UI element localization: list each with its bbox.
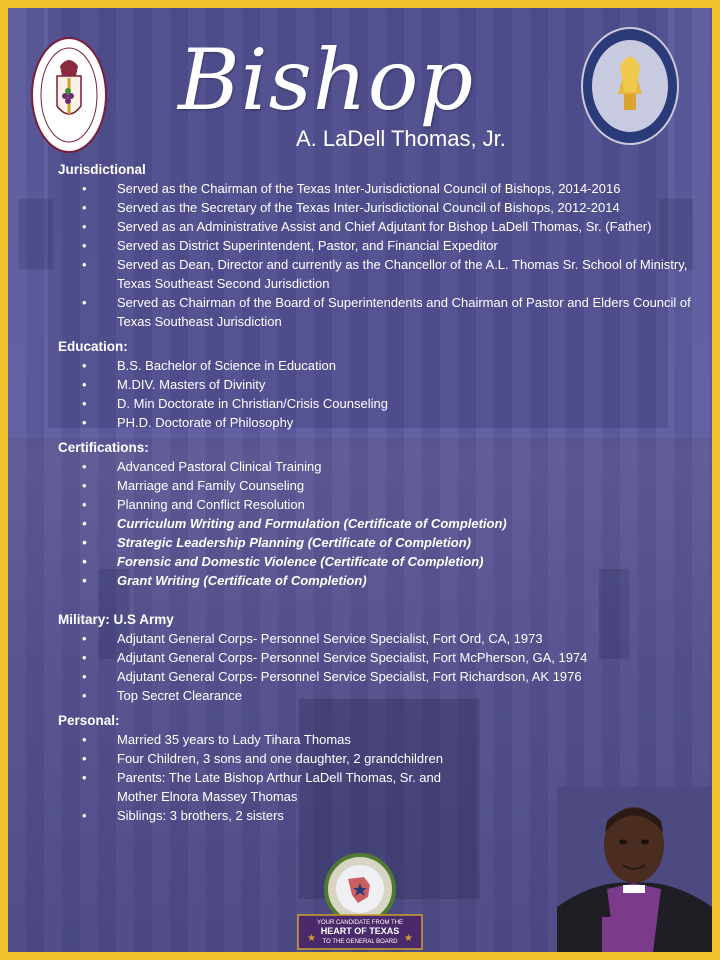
background-window [18,198,54,270]
list-item: • Served as an Administrative Assist and Chief Adjutant for Bishop LaDell Thomas, Sr. (Father) [58,217,698,236]
bishop-portrait [557,787,712,952]
bishop-name: A. LaDell Thomas, Jr. [296,126,506,151]
list-item: • Top Secret Clearance [58,686,698,705]
section-heading: Certifications: [58,440,149,455]
list-item-emphasized: • Curriculum Writing and Formulation (Certificate of Completion) [58,514,698,533]
bullet-list [58,457,698,590]
bullet-list [58,730,478,825]
list-item: • Served as the Chairman of the Texas Inter-Jurisdictional Council of Bishops, 2014-2016 [58,179,698,198]
section-heading: Jurisdictional [58,162,146,177]
list-item: • Adjutant General Corps- Personnel Service Specialist, Fort Richardson, AK 1976 [58,667,698,686]
section-heading: Military: U.S Army [58,612,174,627]
church-seal-logo [580,26,680,146]
list-item-emphasized: • Strategic Leadership Planning (Certificate of Completion) [58,533,698,552]
list-item: • PH.D. Doctorate of Philosophy [58,413,698,432]
flyer-page [8,8,712,952]
list-item: • Married 35 years to Lady Tihara Thomas [58,730,478,749]
list-item: • Planning and Conflict Resolution [58,495,698,514]
list-item: • B.S. Bachelor of Science in Education [58,356,698,375]
section-heading: Personal: [58,713,120,728]
list-item: • Served as the Secretary of the Texas Inter-Jurisdictional Council of Bishops, 2012-2014 [58,198,698,217]
list-item: • Served as District Superintendent, Pastor, and Financial Expeditor [58,236,698,255]
candidate-badge-logo [290,853,430,952]
star-icon: ★ [307,933,316,944]
list-item-emphasized: • Grant Writing (Certificate of Completion) [58,571,698,590]
list-item: • D. Min Doctorate in Christian/Crisis Counseling [58,394,698,413]
badge-line-3: TO THE GENERAL BOARD [322,939,398,945]
list-item: • Parents: The Late Bishop Arthur LaDell Thomas, Sr. and Mother Elnora Massey Thomas [58,768,478,806]
list-item: • Served as Chairman of the Board of Superintendents and Chairman of Pastor and Elders Council of Texas Southeast Jurisdiction [58,293,698,331]
list-item: • Siblings: 3 brothers, 2 sisters [58,806,478,825]
section-heading: Education: [58,339,128,354]
list-item: • Advanced Pastoral Clinical Training [58,457,698,476]
star-icon: ★ [404,933,413,944]
list-item: • Four Children, 3 sons and one daughter, 2 grandchildren [58,749,478,768]
bullet-list [58,629,698,705]
bullet-list [58,356,698,432]
section-jurisdictional [58,160,698,331]
list-item: • Adjutant General Corps- Personnel Service Specialist, Fort Ord, CA, 1973 [58,629,698,648]
section-education [58,337,698,432]
badge-line-2: HEART OF TEXAS [320,926,400,936]
list-item: • Marriage and Family Counseling [58,476,698,495]
badge-line-1: YOUR CANDIDATE FROM THE [316,920,404,926]
bishop-seal-logo [30,36,108,154]
resume-content [58,160,698,831]
list-item-emphasized: • Forensic and Domestic Violence (Certificate of Completion) [58,552,698,571]
title-script: Bishop [178,31,475,129]
list-item: • Adjutant General Corps- Personnel Service Specialist, Fort McPherson, GA, 1974 [58,648,698,667]
list-item: • Served as Dean, Director and currently as the Chancellor of the A.L. Thomas Sr. School of Ministry, Texas Southeast Second Jurisdiction [58,255,698,293]
section-certifications [58,438,698,604]
spacer [58,590,698,604]
bullet-list [58,179,698,331]
list-item: • M.DIV. Masters of Divinity [58,375,698,394]
section-military [58,610,698,705]
